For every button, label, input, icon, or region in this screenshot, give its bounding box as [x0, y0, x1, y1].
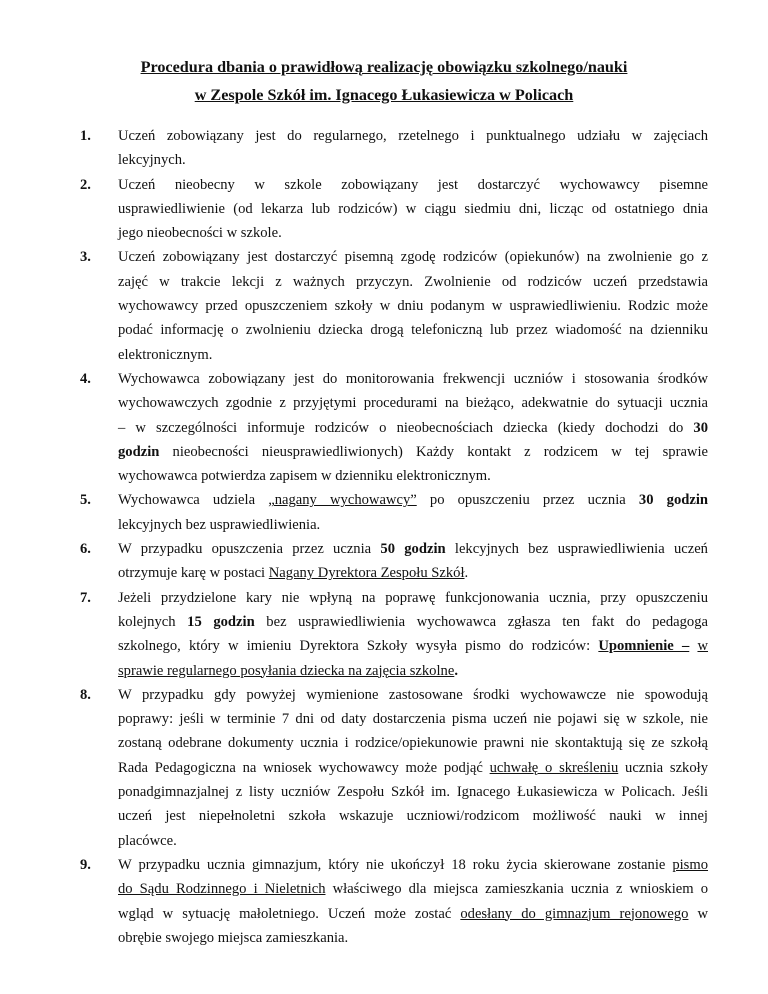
underlined-text: pismo	[672, 856, 709, 873]
procedure-list	[80, 124, 708, 950]
item-text-line	[118, 537, 708, 561]
procedure-item-2	[80, 173, 708, 246]
item-text-segment: W przypadku opuszczenia przez ucznia	[118, 541, 372, 558]
document-title-line-1: Procedura dbania o prawidłową realizację obowiązku szkolnego/nauki	[140, 58, 628, 76]
item-text-line: lekcyjnych bez usprawiedliwienia.	[118, 516, 321, 533]
item-text-line: podać informację o zwolnieniu dziecka drogą telefoniczną lub przez wiadomość na dzienniku	[118, 322, 708, 339]
item-number: 6.	[80, 541, 91, 558]
bold-hours: 50 godzin	[380, 541, 446, 558]
item-text-line: Jeżeli przydzielone kary nie wpłyną na poprawę funkcjonowania ucznia, przy opuszczeniu	[118, 589, 708, 606]
item-text-segment: – w szczególności informuje rodziców o nieobecnościach dziecka (kiedy dochodzi do	[118, 419, 684, 436]
item-text-line: obrębie swojego miejsca zamieszkania.	[118, 929, 349, 946]
underlined-reprimand: „nagany wychowawcy”	[268, 492, 417, 509]
item-number: 9.	[80, 856, 91, 873]
procedure-item-5	[80, 488, 708, 537]
underlined-court: do Sądu Rodzinnego i Nieletnich	[118, 881, 326, 898]
item-text-line: jego nieobecności w szkole.	[118, 225, 282, 242]
item-text-line: zostaną odebrane dokumenty ucznia i rodzice/opiekunowie prawni nie skontaktują się ze szkołą	[118, 735, 708, 752]
item-text-segment: kolejnych	[118, 613, 176, 630]
procedure-item-1	[80, 124, 708, 173]
underlined-text: w	[697, 638, 709, 655]
item-text-line: usprawiedliwienie (od lekarza lub rodziców) w ciągu siedmiu dni, licząc od ostatniego dnia	[118, 200, 708, 217]
item-text-segment: nieobecności nieusprawiedliwionych) Każdy kontakt z rodzicem w tej sprawie	[172, 443, 709, 460]
document-title-line-2: w Zespole Szkół im. Ignacego Łukasiewicza w Policach	[194, 86, 574, 104]
item-text-line: wychowawcy przed opuszczeniem szkoły w dniu podanym w usprawiedliwieniu. Rodzic może	[118, 298, 708, 315]
item-number: 7.	[80, 589, 91, 606]
item-text-line: Uczeń nieobecny w szkole zobowiązany jest dostarczyć wychowawcy pisemne	[118, 176, 708, 193]
item-text-segment: bez usprawiedliwienia wychowawca zgłasza ten fakt do pedagoga	[266, 613, 709, 630]
item-text-segment: po opuszczeniu przez ucznia	[429, 492, 626, 509]
item-text-line: zajęć w trakcie lekcji z ważnych przyczyn. Zwolnienie od rodziców uczeń przedstawia	[118, 273, 708, 290]
item-text-line	[118, 756, 708, 780]
item-text-line	[118, 853, 708, 877]
procedure-item-7	[80, 586, 708, 683]
procedure-item-4	[80, 367, 708, 488]
item-text-line: wychowawczych zgodnie z przyjętymi procedurami na bieżąco, adekwatnie do sytuacji ucznia	[118, 395, 708, 412]
item-text-segment: w	[697, 905, 708, 922]
item-text-segment: Wychowawca udziela	[118, 492, 256, 509]
underlined-text: sprawie regularnego posyłania dziecka na zajęcia szkolne	[118, 662, 455, 679]
underlined-warning: Upomnienie –	[598, 638, 690, 655]
underlined-district-school: odesłany do gimnazjum rejonowego	[460, 905, 689, 922]
item-text-line: W przypadku gdy powyżej wymienione zastosowane środki wychowawcze nie spowodują	[118, 686, 708, 703]
item-text-segment: szkolnego, który w imieniu Dyrektora Szkoły wysyła pismo do rodziców:	[118, 638, 591, 655]
item-text-line: Uczeń zobowiązany jest dostarczyć pisemną zgodę rodziców (opiekunów) na zwolnienie go z	[118, 249, 708, 266]
item-number: 2.	[80, 176, 91, 193]
item-text-line	[118, 561, 708, 585]
item-text-segment: .	[454, 662, 458, 679]
item-text-line: Uczeń zobowiązany jest do regularnego, rzetelnego i punktualnego udziału w zajęciach	[118, 128, 708, 144]
item-number: 1.	[80, 128, 91, 144]
item-text-line: Wychowawca zobowiązany jest do monitorowania frekwencji uczniów i stosowania środków	[118, 370, 708, 387]
underlined-expulsion-resolution: uchwałę o skreśleniu	[489, 759, 619, 776]
bold-hours: 30	[693, 419, 708, 436]
item-text-line: wychowawca potwierdza zapisem w dzienniku elektronicznym.	[118, 468, 491, 485]
item-text-segment: właściwego dla miejsca zamieszkania ucznia z wnioskiem o	[332, 881, 708, 898]
item-text-segment: otrzymuje karę w postaci	[118, 565, 266, 582]
item-text-line	[118, 634, 708, 658]
item-text-segment: W przypadku ucznia gimnazjum, który nie ukończył 18 roku życia skierowane zostanie	[118, 856, 666, 873]
item-text-line	[118, 440, 708, 464]
bold-hours: 15 godzin	[187, 613, 255, 630]
procedure-item-6	[80, 537, 708, 586]
item-text-segment: Rada Pedagogiczna na wniosek wychowawcy może podjąć	[118, 759, 483, 776]
item-number: 3.	[80, 249, 91, 266]
bold-hours-label: godzin	[118, 443, 160, 460]
item-text-line: elektronicznym.	[118, 346, 213, 363]
item-text-line	[118, 877, 708, 901]
item-text-segment: lekcyjnych bez usprawiedliwienia uczeń	[454, 541, 708, 558]
item-text-line: uczeń jest niepełnoletni szkoła wskazuje uczniowi/rodzicom możliwość nauki w innej	[118, 808, 708, 825]
item-text-line	[118, 610, 708, 634]
underlined-director-reprimand: Nagany Dyrektora Zespołu Szkół	[268, 565, 465, 582]
item-text-line: poprawy: jeśli w terminie 7 dni od daty dostarczenia pisma uczeń nie pojawi się w szkole, nie	[118, 711, 708, 728]
item-text-segment: wgląd w sytuację małoletniego. Uczeń może zostać	[118, 905, 452, 922]
procedure-item-8	[80, 683, 708, 853]
procedure-item-9	[80, 853, 708, 950]
item-number: 8.	[80, 686, 91, 703]
item-text-line: lekcyjnych.	[118, 152, 186, 169]
item-text-segment: .	[464, 565, 469, 582]
item-text-line	[118, 488, 708, 512]
item-number: 4.	[80, 370, 91, 387]
item-number: 5.	[80, 492, 91, 509]
item-text-segment: ucznia szkoły	[625, 759, 708, 776]
item-text-line: placówce.	[118, 832, 177, 849]
item-text-line	[118, 659, 708, 683]
item-text-line: ponadgimnazjalnej z listy uczniów Zespołu Szkół im. Ignacego Łukasiewicza w Policach. Jeśli	[118, 784, 708, 801]
item-text-line	[118, 902, 708, 926]
bold-hours: 30 godzin	[638, 492, 709, 509]
procedure-item-3	[80, 245, 708, 366]
item-text-line	[118, 416, 708, 440]
